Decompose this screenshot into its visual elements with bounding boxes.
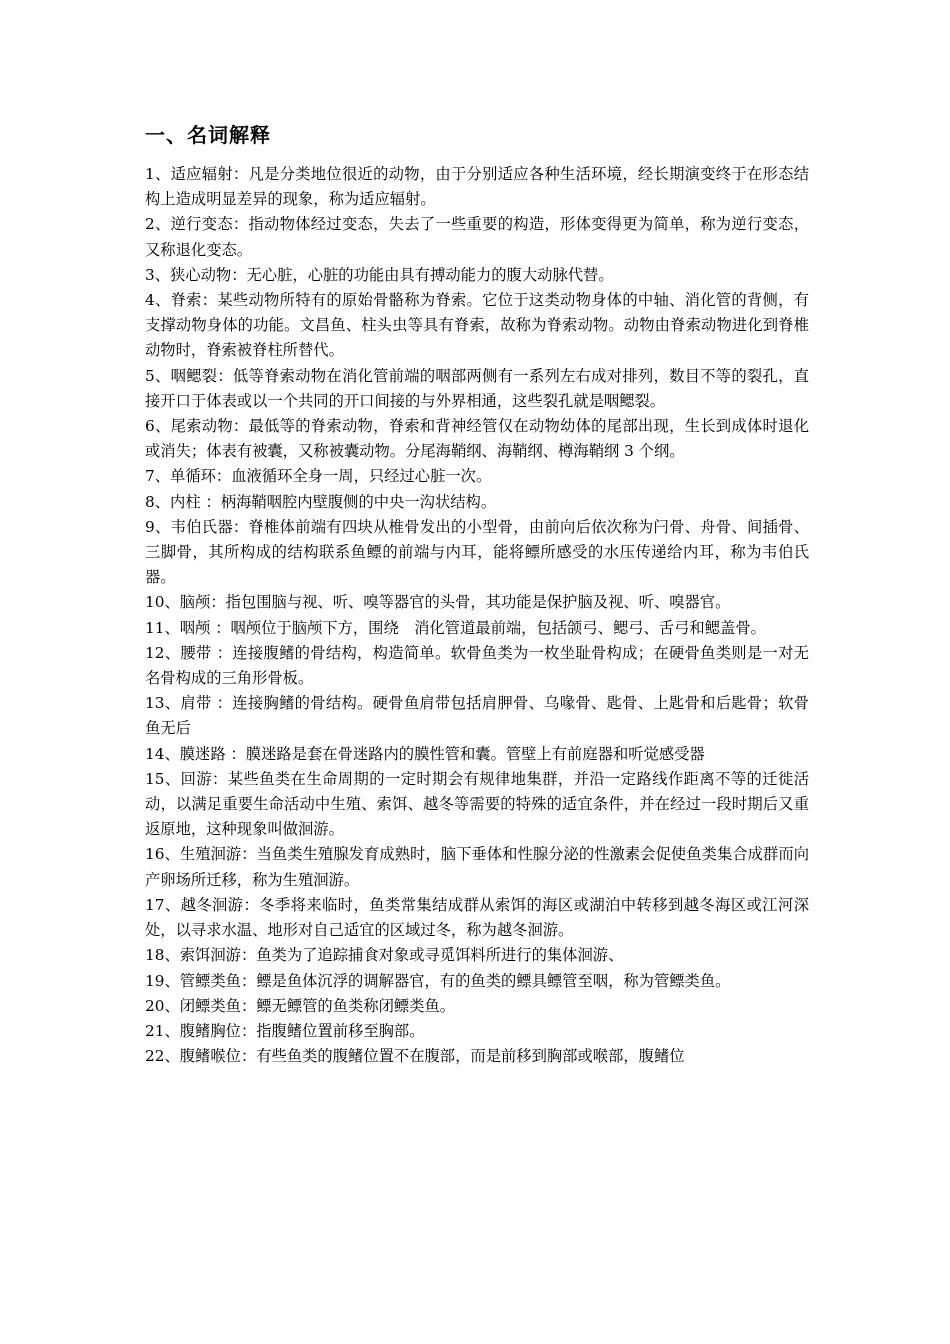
- glossary-entry-5: 5、咽鳃裂：低等脊索动物在消化管前端的咽部两侧有一系列左右成对排列，数目不等的裂孔，直接开口于体表或以一个共同的开口间接的与外界相通，这些裂孔就是咽鳃裂。: [145, 366, 809, 410]
- glossary-entry-7: 7、单循环：血液循环全身一周，只经过心脏一次。: [145, 467, 492, 486]
- glossary-entry-15: 15、回游：某些鱼类在生命周期的一定时期会有规律地集群，并沿一定路线作距离不等的迁徙活动，以满足重要生命活动中生殖、索饵、越冬等需要的特殊的适宜条件，并在经过一段时期后又重返原地，这种现象叫做洄游。: [145, 769, 809, 839]
- glossary-entry-2: 2、逆行变态：指动物体经过变态，失去了一些重要的构造，形体变得更为简单，称为逆行变态，又称退化变态。: [145, 215, 809, 259]
- glossary-entry-19: 19、管鳔类鱼：鳔是鱼体沉浮的调解器官，有的鱼类的鳔具鳔管至咽，称为管鳔类鱼。: [145, 971, 731, 990]
- glossary-entry-12: 12、腰带 ：连接腹鳍的骨结构，构造简单。软骨鱼类为一枚坐耻骨构成；在硬骨鱼类则是一对无名骨构成的三角形骨板。: [145, 643, 809, 688]
- glossary-entry-9: 9、韦伯氏器：脊椎体前端有四块从椎骨发出的小型骨，由前向后依次称为闩骨、舟骨、间插骨、三脚骨，其所构成的结构联系鱼鳔的前端与内耳，能将鳔所感受的水压传递给内耳，称为韦伯氏器。: [145, 517, 809, 587]
- glossary-entry-10: 10、脑颅：指包围脑与视、听、嗅等器官的头骨，其功能是保护脑及视、听、嗅器官。: [145, 593, 731, 612]
- glossary-entry-4: 4、脊索：某些动物所特有的原始骨骼称为脊索。它位于这类动物身体的中轴、消化管的背侧，有支撑动物身体的功能。文昌鱼、柱头虫等具有脊索，故称为脊索动物。动物由脊索动物进化到脊椎动物时，脊索被脊柱所替代。: [145, 291, 809, 360]
- glossary-entry-18: 18、索饵洄游：鱼类为了追踪捕食对象或寻觅饵料所进行的集体洄游、: [145, 946, 624, 965]
- glossary-list: [145, 162, 809, 1069]
- document-page: [145, 118, 809, 1069]
- glossary-entry-21: 21、腹鳍胸位：指腹鳍位置前移至胸部。: [145, 1021, 425, 1040]
- glossary-entry-16: 16、生殖洄游：当鱼类生殖腺发育成熟时，脑下垂体和性腺分泌的性激素会促使鱼类集合成群而向产卵场所迁移，称为生殖洄游。: [145, 845, 809, 889]
- glossary-entry-8: 8、内柱 ：柄海鞘咽腔内壁腹侧的中央一沟状结构。: [145, 492, 497, 511]
- glossary-entry-1: 1、适应辐射：凡是分类地位很近的动物，由于分别适应各种生活环境，经长期演变终于在形态结构上造成明显差异的现象，称为适应辐射。: [145, 165, 809, 209]
- glossary-entry-22: 22、腹鳍喉位：有些鱼类的腹鳍位置不在腹部，而是前移到胸部或喉部，腹鳍位: [145, 1047, 685, 1066]
- glossary-entry-11: 11、咽颅 ：咽颅位于脑颅下方，围绕 消化管道最前端，包括颌弓、鳃弓、舌弓和鳃盖骨。: [145, 618, 766, 637]
- glossary-entry-14: 14、膜迷路 ：膜迷路是套在骨迷路内的膜性管和囊。管壁上有前庭器和听觉感受器: [145, 744, 705, 763]
- glossary-entry-6: 6、尾索动物：最低等的脊索动物，脊索和背神经管仅在动物幼体的尾部出现，生长到成体时退化或消失；体表有被囊，又称被囊动物。分尾海鞘纲、海鞘纲、樽海鞘纲 3 个纲。: [145, 417, 809, 461]
- glossary-entry-3: 3、狭心动物：无心脏，心脏的功能由具有搏动能力的腹大动脉代替。: [145, 265, 614, 284]
- glossary-entry-17: 17、越冬洄游：冬季将来临时，鱼类常集结成群从索饵的海区或湖泊中转移到越冬海区或江河深处，以寻求水温、地形对自己适宜的区域过冬，称为越冬洄游。: [145, 895, 809, 940]
- glossary-entry-20: 20、闭鳔类鱼：鳔无鳔管的鱼类称闭鳔类鱼。: [145, 996, 456, 1015]
- section-heading: 一、名词解释: [145, 123, 271, 147]
- glossary-entry-13: 13、肩带 ：连接胸鳍的骨结构。硬骨鱼肩带包括肩胛骨、乌喙骨、匙骨、上匙骨和后匙骨；软骨鱼无后: [145, 694, 809, 738]
